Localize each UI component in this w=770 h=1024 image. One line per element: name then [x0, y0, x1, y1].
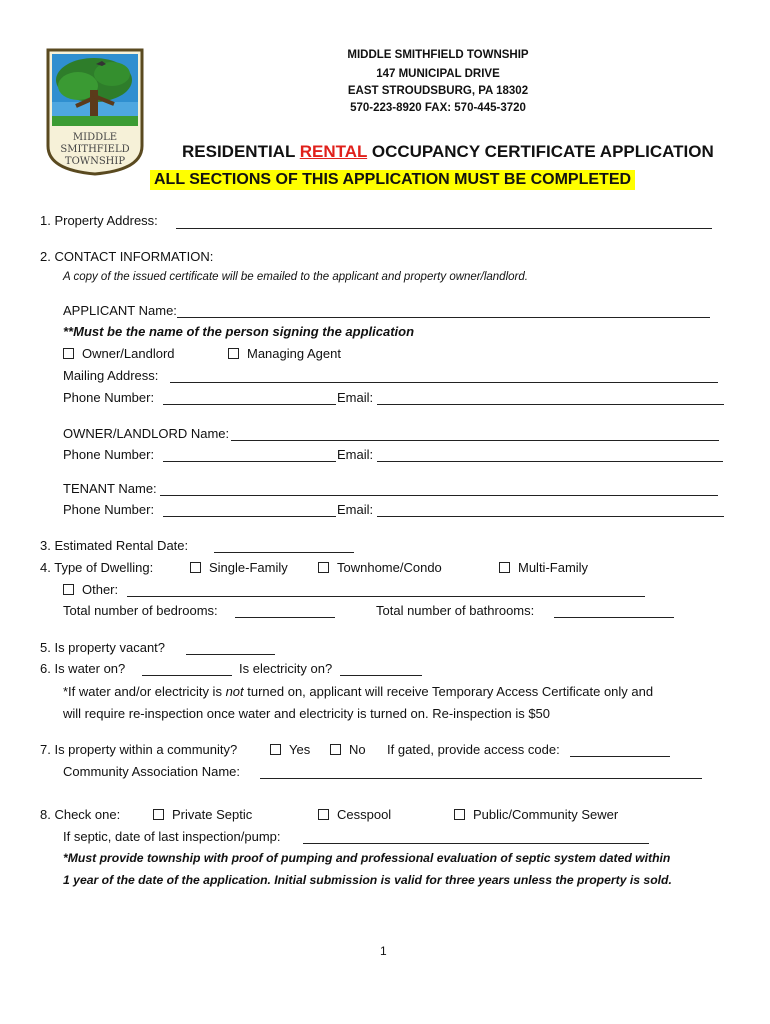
multi-family-checkbox[interactable] [499, 562, 510, 573]
public-sewer-checkbox[interactable] [454, 809, 465, 820]
applicant-email-field[interactable] [377, 404, 724, 405]
septic-date-field[interactable] [303, 843, 649, 844]
electricity-label: Is electricity on? [239, 661, 333, 676]
option-yes[interactable] [270, 742, 310, 757]
option-no[interactable] [330, 742, 366, 757]
private-septic-checkbox[interactable] [153, 809, 164, 820]
option-owner[interactable] [63, 346, 175, 361]
header-township: MIDDLE SMITHFIELD TOWNSHIP [347, 49, 529, 61]
rental-date-field[interactable] [214, 552, 354, 553]
owner-phone-label: Phone Number: [63, 447, 155, 462]
mailing-address-field[interactable] [170, 382, 718, 383]
logo-text-smithfield: SMITHFIELD [60, 144, 130, 155]
s3-label: 3. Estimated Rental Date: [40, 538, 189, 553]
option-other[interactable] [63, 582, 118, 597]
s6-note-1a: *If water and/or electricity is [63, 684, 226, 699]
completion-notice: ALL SECTIONS OF THIS APPLICATION MUST BE COMPLETED [150, 170, 635, 190]
agent-checkbox[interactable] [228, 348, 239, 359]
s8-note-2: 1 year of the date of the application. Initial submission is valid for three years unless the property is sold. [63, 873, 672, 887]
tenant-phone-field[interactable] [163, 516, 336, 517]
owner-email-field[interactable] [377, 461, 723, 462]
applicant-email-label: Email: [337, 390, 374, 405]
logo-text-middle: MIDDLE [72, 132, 118, 143]
s6-note-2: will require re-inspection once water and electricity is turned on. Re-inspection is $50 [63, 706, 551, 721]
assoc-label: Community Association Name: [63, 764, 241, 779]
applicant-must-note: **Must be the name of the person signing the application [63, 324, 415, 339]
other-checkbox[interactable] [63, 584, 74, 595]
other-dwelling-field[interactable] [127, 596, 645, 597]
owner-checkbox[interactable] [63, 348, 74, 359]
townhome-checkbox[interactable] [318, 562, 329, 573]
septic-date-label: If septic, date of last inspection/pump: [63, 829, 281, 844]
header-address: 147 MUNICIPAL DRIVE [376, 68, 500, 80]
logo-text-township: TOWNSHIP [64, 156, 126, 167]
yes-checkbox[interactable] [270, 744, 281, 755]
s6-note-not: not [225, 684, 244, 699]
header-phone: 570-223-8920 FAX: 570-445-3720 [350, 102, 526, 114]
option-townhome[interactable] [318, 560, 442, 575]
title-part-1: RESIDENTIAL [182, 142, 300, 161]
mailing-label: Mailing Address: [63, 368, 159, 383]
s8-label: 8. Check one: [40, 807, 121, 822]
single-family-label: Single-Family [209, 560, 288, 575]
other-label: Other: [82, 582, 119, 597]
owner-email-label: Email: [337, 447, 374, 462]
cesspool-label: Cesspool [337, 807, 392, 822]
tenant-email-field[interactable] [377, 516, 724, 517]
no-checkbox[interactable] [330, 744, 341, 755]
cesspool-checkbox[interactable] [318, 809, 329, 820]
no-label: No [349, 742, 366, 757]
single-family-checkbox[interactable] [190, 562, 201, 573]
option-single-family[interactable] [190, 560, 288, 575]
gated-label: If gated, provide access code: [387, 742, 560, 757]
owner-phone-field[interactable] [163, 461, 336, 462]
tenant-name-label: TENANT Name: [63, 481, 157, 496]
title-part-2: OCCUPANCY CERTIFICATE APPLICATION [367, 142, 714, 161]
agent-label: Managing Agent [247, 346, 341, 361]
applicant-phone-field[interactable] [163, 404, 336, 405]
applicant-name-label: APPLICANT Name: [63, 303, 177, 318]
s2-label: 2. CONTACT INFORMATION: [40, 249, 214, 264]
s7-label: 7. Is property within a community? [40, 742, 238, 757]
bedrooms-label: Total number of bedrooms: [63, 603, 218, 618]
yes-label: Yes [289, 742, 311, 757]
owner-name-field[interactable] [231, 440, 719, 441]
bathrooms-field[interactable] [554, 617, 674, 618]
option-multi-family[interactable] [499, 560, 588, 575]
owner-label: Owner/Landlord [82, 346, 175, 361]
tenant-phone-label: Phone Number: [63, 502, 155, 517]
s6-note-1b: turned on, applicant will receive Temporary Access Certificate only and [243, 684, 654, 699]
owner-name-label: OWNER/LANDLORD Name: [63, 426, 230, 441]
applicant-name-field[interactable] [177, 317, 710, 318]
page-number: 1 [380, 944, 387, 958]
water-on-field[interactable] [142, 675, 232, 676]
townhome-label: Townhome/Condo [337, 560, 442, 575]
page-title [182, 142, 714, 162]
multi-family-label: Multi-Family [518, 560, 589, 575]
property-address-field[interactable] [176, 228, 712, 229]
public-sewer-label: Public/Community Sewer [473, 807, 619, 822]
tenant-name-field[interactable] [160, 495, 718, 496]
option-private-septic[interactable] [153, 807, 252, 822]
electricity-on-field[interactable] [340, 675, 422, 676]
vacant-field[interactable] [186, 654, 275, 655]
option-cesspool[interactable] [318, 807, 391, 822]
s1-label: 1. Property Address: [40, 213, 158, 228]
s5-label: 5. Is property vacant? [40, 640, 166, 655]
option-public-sewer[interactable] [454, 807, 618, 822]
s8-note-1: *Must provide township with proof of pumping and professional evaluation of septic system dated within [63, 851, 671, 865]
s6-label: 6. Is water on? [40, 661, 126, 676]
header-city: EAST STROUDSBURG, PA 18302 [347, 85, 529, 97]
township-logo [44, 46, 146, 176]
bathrooms-label: Total number of bathrooms: [376, 603, 535, 618]
access-code-field[interactable] [570, 756, 670, 757]
title-highlight: RENTAL [299, 142, 368, 161]
option-agent[interactable] [228, 346, 341, 361]
community-association-field[interactable] [260, 778, 702, 779]
s2-note: A copy of the issued certificate will be emailed to the applicant and property owner/landlord. [63, 271, 528, 283]
bedrooms-field[interactable] [235, 617, 335, 618]
s6-note-1 [63, 684, 653, 699]
s4-label: 4. Type of Dwelling: [40, 560, 154, 575]
tenant-email-label: Email: [337, 502, 374, 517]
private-septic-label: Private Septic [172, 807, 253, 822]
applicant-phone-label: Phone Number: [63, 390, 155, 405]
